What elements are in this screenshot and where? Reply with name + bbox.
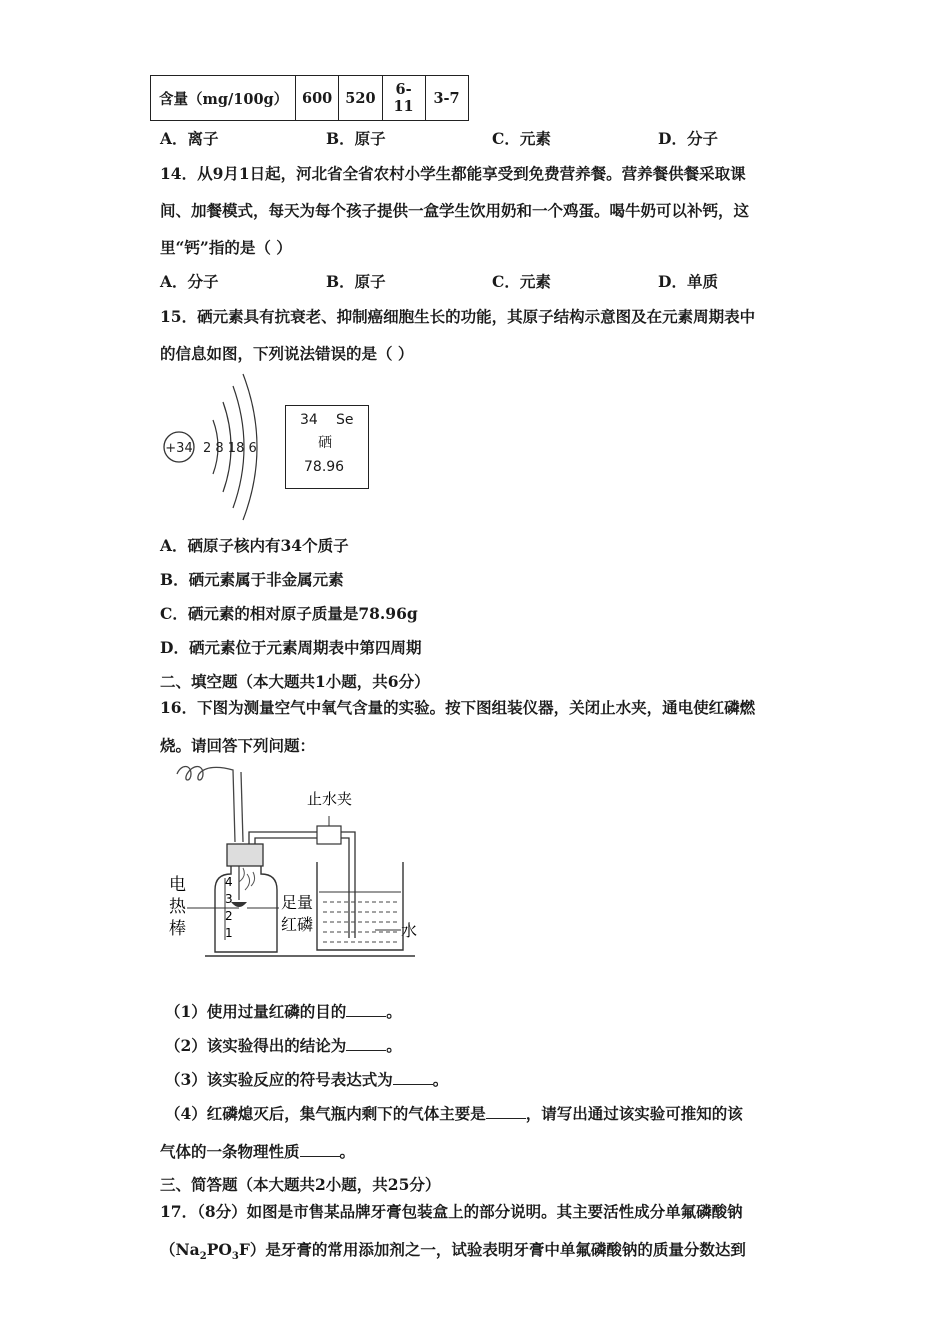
water-label: 水	[401, 921, 418, 940]
period: 。	[386, 1002, 402, 1021]
answer-blank[interactable]	[393, 1083, 433, 1085]
period: 。	[432, 1070, 449, 1089]
q17-subscript: 3	[231, 1251, 239, 1263]
q16-sub4-continuation: ，请写出通过该实验可推知的该	[525, 1104, 743, 1123]
nucleus-label: +34	[165, 441, 193, 456]
q13-options	[160, 127, 824, 149]
q16-sub4-line2-text: 气体的一条物理性质	[160, 1142, 300, 1161]
q15-line2: 的信息如图，下列说法错误的是（ ）	[160, 344, 414, 363]
beaker	[317, 862, 403, 950]
periodic-table-cell	[285, 405, 369, 489]
q17-subscript: 2	[199, 1251, 207, 1263]
q16-sub4-text: （4）红磷熄灭后，集气瓶内剩下的气体主要是	[165, 1104, 486, 1123]
rod-label: 电	[169, 875, 186, 895]
answer-blank[interactable]	[486, 1117, 526, 1119]
q15-option-d: D．硒元素位于元素周期表中第四周期	[160, 638, 422, 657]
clamp-label: 止水夹	[307, 790, 353, 808]
electric-wire	[177, 767, 235, 843]
q14-line3: 里“钙”指的是（ ）	[160, 238, 292, 257]
q16-line2: 烧。请回答下列问题：	[160, 736, 316, 755]
q17-line2	[160, 1238, 746, 1262]
option-c: C．元素	[492, 272, 551, 291]
q16-sub1	[165, 1000, 402, 1022]
phosphorus-spoon	[231, 902, 247, 907]
q16-sub3	[165, 1068, 448, 1090]
q16-sub3-text: （3）该实验反应的符号表达式为	[165, 1070, 393, 1089]
option-a: A．离子	[160, 129, 219, 148]
phosphorus-label: 红磷	[281, 915, 314, 934]
phosphorus-label: 足量	[281, 893, 314, 912]
q17-line1: 17．（8分）如图是市售某品牌牙膏包装盒上的部分说明。其主要活性成分单氟磷酸钠	[160, 1202, 743, 1221]
option-b: B．原子	[326, 129, 386, 148]
table-header-cell: 含量（mg/100g）	[151, 76, 296, 121]
atomic-mass: 78.96	[304, 459, 345, 475]
element-name: 硒	[318, 435, 332, 451]
option-a: A．分子	[160, 272, 219, 291]
q15-option-b: B．硒元素属于非金属元素	[160, 570, 344, 589]
option-b: B．原子	[326, 272, 386, 291]
answer-blank[interactable]	[300, 1155, 340, 1157]
rod-label: 棒	[169, 919, 186, 939]
q15-option-a: A．硒原子核内有34个质子	[160, 536, 349, 555]
table-cell: 600	[296, 76, 339, 121]
q15-option-c: C．硒元素的相对原子质量是78.96g	[160, 604, 418, 623]
q17-formula-part: PO	[206, 1240, 232, 1259]
q16-sub2	[165, 1034, 402, 1056]
table-cell: 3-7	[425, 76, 468, 121]
section-2-heading: 二、填空题（本大题共1小题，共6分）	[160, 672, 430, 691]
element-symbol: Se	[336, 412, 354, 428]
q15-line1: 15．硒元素具有抗衰老、抑制癌细胞生长的功能，其原子结构示意图及在元素周期表中	[160, 307, 756, 326]
q16-sub4	[165, 1102, 743, 1124]
q16-line1: 16．下图为测量空气中氧气含量的实验。按下图组装仪器，关闭止水夹，通电使红磷燃	[160, 698, 756, 717]
answer-blank[interactable]	[346, 1015, 386, 1017]
period: 。	[386, 1036, 402, 1055]
oxygen-content-apparatus	[165, 762, 435, 967]
section-3-heading: 三、简答题（本大题共2小题，共25分）	[160, 1175, 441, 1194]
scale-mark: 4	[225, 875, 233, 889]
option-c: C．元素	[492, 129, 551, 148]
scale-mark: 1	[225, 926, 233, 940]
option-d: D．分子	[658, 129, 718, 148]
atomic-number: 34	[300, 412, 318, 428]
scale-mark: 2	[225, 909, 233, 923]
q14-line1: 14．从9月1日起，河北省全省农村小学生都能享受到免费营养餐。营养餐供餐采取课	[160, 164, 746, 183]
q14-options	[160, 270, 824, 292]
water-hatching	[323, 902, 397, 942]
water-stop-clamp	[317, 826, 341, 844]
q14-line2: 间、加餐模式，每天为每个孩子提供一盒学生饮用奶和一个鸡蛋。喝牛奶可以补钙，这	[160, 201, 750, 220]
answer-blank[interactable]	[346, 1049, 386, 1051]
q16-sub4-line2	[160, 1140, 355, 1162]
table-cell: 6-11	[382, 76, 425, 121]
selenium-atom-diagram	[155, 372, 275, 522]
q17-formula-part: （Na	[160, 1240, 200, 1259]
wire-lead	[241, 772, 243, 842]
q16-sub1-text: （1）使用过量红磷的目的	[165, 1002, 347, 1021]
q17-line2-text: F）是牙膏的常用添加剂之一，试验表明牙膏中单氟磷酸钠的质量分数达到	[238, 1240, 746, 1259]
rod-label: 热	[169, 897, 186, 917]
option-d: D．单质	[658, 272, 718, 291]
stopper	[227, 844, 263, 866]
electron-configuration: 2 8 18 6	[203, 441, 257, 456]
period: 。	[339, 1142, 356, 1161]
table-cell: 520	[339, 76, 382, 121]
content-table	[150, 75, 469, 121]
flame-icon	[239, 868, 255, 890]
q16-sub2-text: （2）该实验得出的结论为	[165, 1036, 347, 1055]
scale-mark: 3	[225, 892, 233, 906]
